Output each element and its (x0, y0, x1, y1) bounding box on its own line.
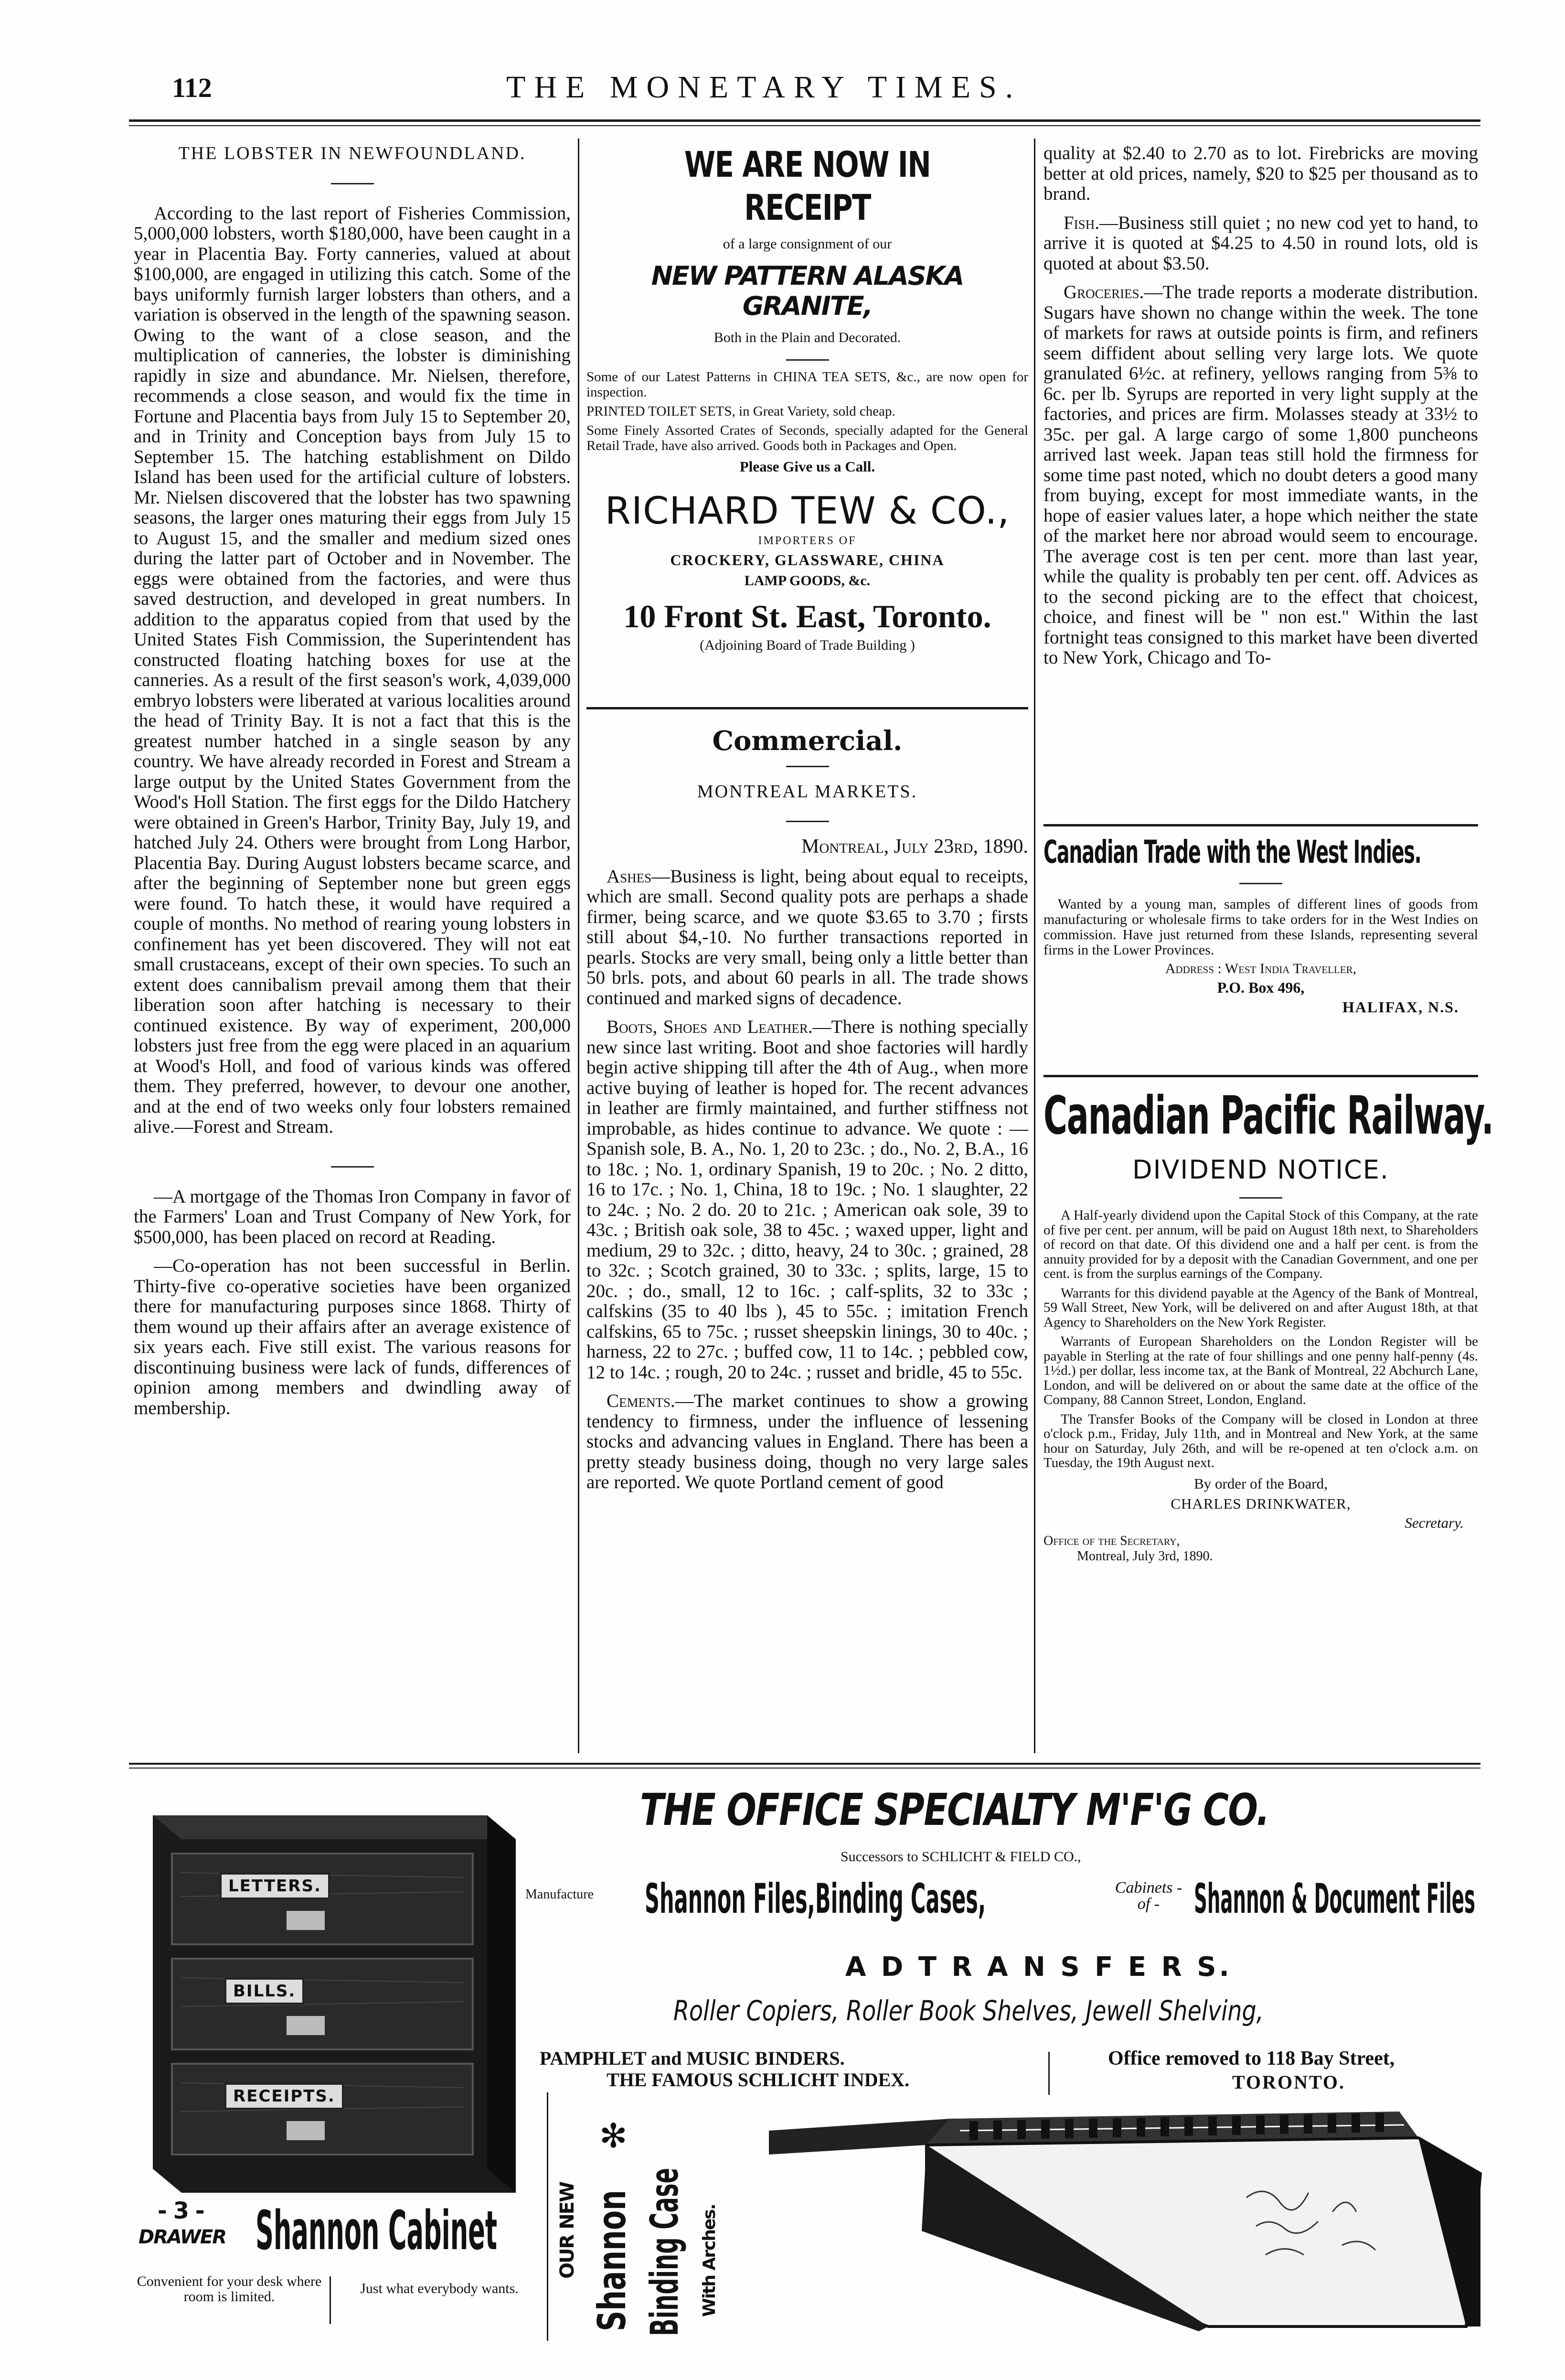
fish-text: —Business still quiet ; no new cod yet to hand, to arrive it is quoted at $4.25 to 4.50 in round lots, old is quoted at about $3.50. (1043, 212, 1478, 274)
column-rule-2 (1034, 139, 1035, 1753)
masthead-title: THE MONETARY TIMES. (506, 70, 1022, 105)
note-cooperation: —Co-operation has not been successful in Berlin. Thirty-five co-operative societies have been organized there for manufacturing purposes since 1868. Thirty of them wound up their affairs after an average existence of six years each. Five still exist. The various reasons for discontinuing business were lack of funds, differences of opinion among members and dwindling away of membership. (134, 1255, 571, 1418)
with-arches-label: With Arches. (700, 2204, 719, 2317)
tew-line2: of a large consignment of our (723, 236, 892, 252)
tew-p1: Some of our Latest Patterns in CHINA TEA SETS, &c., are now open for inspection. (586, 369, 1028, 400)
cpr-paragraph-4: The Transfer Books of the Company will be closed in London at three o'clock p.m., Friday, July 11th, and in Montreal and New York, at the same hour on Saturday, July 26th, and will be re-opened at ten o'clock a.m. on Tuesday, the 19th August next. (1043, 1411, 1478, 1470)
drawer-label-receipts: RECEIPTS. (224, 2083, 344, 2110)
cpr-signer: CHARLES DRINKWATER, (1171, 1495, 1351, 1512)
west-indies-address: Address : West India Traveller, (1165, 961, 1357, 976)
divider (1239, 1197, 1282, 1199)
divider (330, 2276, 331, 2324)
west-indies-title: Canadian Trade with the West Indies. (1043, 834, 1421, 870)
ashes-text: —Business is light, being about equal to receipts, which are small. Second quality pots are perhaps a shade firmer, being scarce, and we quote $3.65 to 3.70 ; firsts still about $4,-10. No further transactions reported in pearls. Stocks are very small, being only a little better than 50 brls. pots, and about 60 pearls in all. The trade shows continued and marked signs of decadence. (586, 866, 1028, 1008)
drawer-label-letters: LETTERS. (220, 1873, 330, 1899)
cpr-paragraph-3: Warrants of European Shareholders on the London Register will be payable in Sterling at the rate of four shillings and one penny half-penny (4s. 1½d.) per dollar, less income tax, at the Bank of Montreal, 22 Abchurch Lane, London, and will be delivered on or about the same date at the office of the Company, 88 Cannon Street, London, England. (1043, 1334, 1478, 1407)
west-indies-city: HALIFAX, N.S. (1342, 998, 1459, 1016)
lobster-body: According to the last report of Fisheries Commission, 5,000,000 lobsters, worth $180,000, have been caught in a year in Placentia Bay. Forty canneries, valued at about $100,000, are engaged in utilizing this catch. Some of the bays uniformly furnish larger lobsters than others, and a variation is observed in the length of the spawning season. Owing to the want of a close season, and the multiplication of canneries, the lobster is diminishing rapidly in size and abundance. Mr. Nielsen, therefore, recommends a close season, and would fix the time in Fortune and Placentia bays from July 15 to September 20, and in Trinity and Conception bays from July 15 to September 15. The hatching establishment on Dildo Island has been used for the artificial culture of lobsters. Mr. Nielsen discovered that the lobster has two spawning seasons, the larger ones maturing their eggs from July 15 to August 15, and the smaller and medium sized ones during the latter part of October and in November. The eggs were obtained from the factories, and were thus saved destruction, and developed in great numbers. In addition to the apparatus copied from that used by the United States Fish Commission, the Superintendent has constructed floating hatching boxes for use at the canneries. As a result of the first season's work, 4,039,000 embryo lobsters were liberated at various localities around the head of Trinity Bay. It is not a fact that this is the greatest number hatched in a single season by any country. We have already recorded in Forest and Stream a large output by the United States Government from the Wood's Holl Station. The first eggs for the Dildo Hatchery were obtained in Green's Harbor, Trinity Bay, July 19, and hatched July 24. Others were brought from Long Harbor, Placentia Bay. During August lobsters became scarce, and after the beginning of September none but green eggs were found. To hatch these, it would have required a couple of months. No method of rearing young lobsters in confinement has yet been discovered. They will not eat small crustaceans, except of their own species. To such an extent does cannibalism prevail among them that their liberation soon after hatching is necessary to their continued existence. By way of experiment, 200,000 lobsters just free from the egg were placed in an aquarium at Wood's Holl, and food of various kinds was offered them. They preferred, however, to devour one another, and at the end of two weeks only four lobsters remained alive.—Forest and Stream. (134, 203, 571, 1137)
shannon-cabinet-name: Shannon Cabinet (256, 2200, 498, 2262)
ad-border (586, 707, 1028, 709)
asterisk-icon: ✻ (599, 2118, 628, 2155)
tew-address: 10 Front St. East, Toronto. (623, 598, 991, 634)
divider (786, 359, 829, 361)
drawer-label: DRAWER (138, 2226, 226, 2248)
tew-p2: PRINTED TOILET SETS, in Great Variety, sold cheap. (586, 404, 895, 419)
convenient-caption: Convenient for your desk where room is limited. (137, 2273, 322, 2305)
roller-line: Roller Copiers, Roller Book Shelves, Jewell Shelving, (673, 1994, 1264, 2027)
just-what-caption: Just what everybody wants. (360, 2281, 519, 2296)
our-new-label: OUR NEW (556, 2182, 578, 2279)
schlicht-index: THE FAMOUS SCHLICHT INDEX. (607, 2069, 910, 2091)
market-continued (1043, 143, 1478, 677)
commercial-heading: Commercial. (712, 725, 903, 757)
note-mortgage: —A mortgage of the Thomas Iron Company in favor of the Farmers' Loan and Trust Company of New York, for $500,000, has been placed on record at Reading. (134, 1186, 571, 1247)
cpr-by-order: By order of the Board, (1194, 1475, 1328, 1492)
lobster-article (134, 143, 571, 1427)
divider (331, 1166, 374, 1168)
commercial-section (586, 725, 1029, 1501)
west-indies-body: Wanted by a young man, samples of different lines of goods from manufacturing or wholesale firms to take orders for in the West Indies on commission. Have just returned from these Islands, representing several firms in the Lower Provinces. (1043, 896, 1478, 958)
cabinets-of: Cabinets - of - (1115, 1879, 1182, 1913)
fish-lead: Fish. (1064, 212, 1099, 233)
manufacture-label: Manufacture (525, 1887, 594, 1902)
office-toronto: TORONTO. (1232, 2071, 1346, 2093)
header-rule (129, 119, 1480, 122)
tew-goods1: CROCKERY, GLASSWARE, CHINA (670, 551, 945, 568)
boots-paragraph (586, 1017, 1028, 1383)
binding-case-label: Binding Case (642, 2167, 687, 2336)
west-indies-po-box: P.O. Box 496, (1217, 979, 1305, 996)
fish-paragraph (1043, 213, 1478, 274)
divider (1048, 2052, 1050, 2095)
cpr-title: Canadian Pacific Railway. (1043, 1085, 1493, 1146)
shannon-label: Shannon (590, 2190, 634, 2331)
tew-advertisement (586, 143, 1028, 654)
montreal-markets-title: MONTREAL MARKETS. (697, 781, 918, 802)
cabinet-drawing (143, 1801, 525, 2198)
cements-lead: Cements. (607, 1391, 675, 1411)
divider (547, 2092, 548, 2341)
divider (786, 766, 829, 767)
dividend-notice-title: DIVIDEND NOTICE. (1132, 1155, 1389, 1185)
page-number: 112 (172, 72, 212, 103)
products-line-a: Shannon Files,Binding Cases, (645, 1875, 986, 1923)
west-indies-ad (1043, 834, 1478, 1016)
groceries-paragraph (1043, 282, 1478, 668)
drawer-label-bills: BILLS. (224, 1978, 304, 2005)
ashes-paragraph (586, 867, 1028, 1009)
tew-p3: Some Finely Assorted Crates of Seconds, specially adapted for the General Retail Trade, have also arrived. Goods both in Packages and Open. (586, 423, 1028, 453)
ad-border (1043, 824, 1478, 826)
lobster-title: THE LOBSTER IN NEWFOUNDLAND. (178, 143, 526, 163)
tew-headline: WE ARE NOW IN RECEIPT (684, 144, 931, 228)
cpr-office: Office of the Secretary, (1043, 1533, 1180, 1548)
cpr-signer-title: Secretary. (1405, 1514, 1464, 1531)
binding-case-label-block (556, 2112, 767, 2336)
cpr-office-date: Montreal, July 3rd, 1890. (1077, 1548, 1213, 1564)
products-line-b: Shannon & Document Files (1194, 1875, 1476, 1923)
ad-border (1043, 1075, 1478, 1077)
column-rule-1 (578, 139, 579, 1753)
tew-adjoining: (Adjoining Board of Trade Building ) (700, 637, 915, 653)
groceries-text: —The trade reports a moderate distribution. Sugars have shown no change within the week. The tone of markets for raws at outside points is firm, and refiners seem diffident about selling very large lots. We quote granulated 6½c. at refinery, yellows ranging from 5⅜ to 6c. per lb. Syrups are reported in very light supply at the factories, and prices are firm. Molasses steady at 33½ to 35c. per gal. A large cargo of some 1,800 puncheons arrived last week. Japan teas still hold the firmness for some time past noted, which no doubt deters a good many from buying, except for most immediate wants, in the hope of easier values later, a hope which neither the state of the market here nor abroad would seem to encourage. The average cost is ten per cent. more than last year, while the quality is probably ten per cent. off. Advices as to the second picking are to the effect that choicest, choice, and finest will be " non est." Within the last fortnight teas consigned to this market have been diverted to New York, Chicago and To- (1043, 282, 1478, 668)
dateline: Montreal, July 23rd, 1890. (801, 836, 1028, 858)
cpr-dividend-ad (1043, 1082, 1493, 1564)
office-specialty-title: THE OFFICE SPECIALTY M'F'G CO. (640, 1784, 1269, 1835)
tew-company: RICHARD TEW & CO., (605, 490, 1010, 533)
cements-continued: quality at $2.40 to 2.70 as to lot. Firebricks are moving better at old prices, namely, $20 to $25 per thousand as to brand. (1043, 143, 1478, 204)
divider (1239, 883, 1282, 884)
pamphlet-binders: PAMPHLET and MUSIC BINDERS. (540, 2048, 845, 2069)
boots-lead: Boots, Shoes and Leather. (607, 1017, 813, 1037)
groceries-lead: Groceries. (1064, 282, 1144, 302)
section-rule (129, 1763, 1480, 1765)
transfers-line: A D T R A N S F E R S. (845, 1951, 1232, 1983)
divider (786, 821, 829, 822)
binding-case-illustration (769, 2102, 1485, 2331)
cements-paragraph (586, 1391, 1028, 1493)
cabinet-illustration (143, 1801, 525, 2198)
successors-line: Successors to SCHLICHT & FIELD CO., (841, 1849, 1081, 1865)
cpr-paragraph-2: Warrants for this dividend payable at the Agency of the Bank of Montreal, 59 Wall Street, New York, will be delivered on and after August 18th, at that Agency to Shareholders on the New York Register. (1043, 1285, 1478, 1330)
title-divider (331, 183, 374, 184)
three-label: - 3 - (158, 2198, 204, 2224)
tew-product: NEW PATTERN ALASKA GRANITE, (651, 261, 964, 321)
cpr-paragraph-1: A Half-yearly dividend upon the Capital Stock of this Company, at the rate of five per cent. per annum, will be paid on August 18th next, to Shareholders of record on that date. Of this dividend one and a half per cent. is from the annuity provided for by a deposit with the Canadian Government, and one per cent. is from the surplus earnings of the Company. (1043, 1208, 1478, 1281)
tew-call: Please Give us a Call. (739, 458, 875, 475)
section-rule-thin (129, 1768, 1480, 1769)
binding-case-drawing (769, 2102, 1485, 2331)
tew-importers: IMPORTERS OF (758, 535, 857, 547)
ashes-lead: Ashes (607, 866, 652, 887)
cements-text: —The market continues to show a growing tendency to firmness, under the influence of lessening stocks and advancing values in England. There has been a pretty steady business doing, though no very large sales are reported. We quote Portland cement of good (586, 1391, 1028, 1492)
tew-goods2: LAMP GOODS, &c. (744, 573, 871, 589)
boots-text: —There is nothing specially new since last writing. Boot and shoe factories will hardly begin active shipping till after the 4th of Aug., when more active buying of leather is hoped for. The recent advances in leather are firmly maintained, and further stiffness not improbable, as hides continue to advance. We quote : — Spanish sole, B. A., No. 1, 20 to 23c. ; do., No. 2, B.A., 16 to 18c. ; No. 1, ordinary Spanish, 19 to 20c. ; No. 2 ditto, 16 to 17c. ; No. 1, China, 18 to 19c. ; No. 1 slaughter, 22 to 24c. ; No. 2 do. 20 to 21c. ; American oak sole, 39 to 43c. ; British oak sole, 38 to 45c. ; waxed upper, light and medium, 29 to 32c. ; ditto, heavy, 24 to 30c. ; grained, 28 to 32c. ; Scotch grained, 30 to 33c. ; splits, large, 15 to 20c. ; do., small, 12 to 16c. ; calf-splits, 32 to 33c ; calfskins (35 to 40 lbs ), 45 to 55c. ; imitation French calfskins, 65 to 75c. ; russet sheepskin linings, 30 to 40c. ; harness, 22 to 27c. ; buffed cow, 11 to 14c. ; pebbled cow, 12 to 14c. ; rough, 20 to 24c. ; russet and bridle, 45 to 55c. (586, 1017, 1029, 1383)
office-removed: Office removed to 118 Bay Street, (1108, 2048, 1395, 2069)
tew-line4: Both in the Plain and Decorated. (713, 330, 901, 345)
header-rule-thin (129, 125, 1480, 126)
